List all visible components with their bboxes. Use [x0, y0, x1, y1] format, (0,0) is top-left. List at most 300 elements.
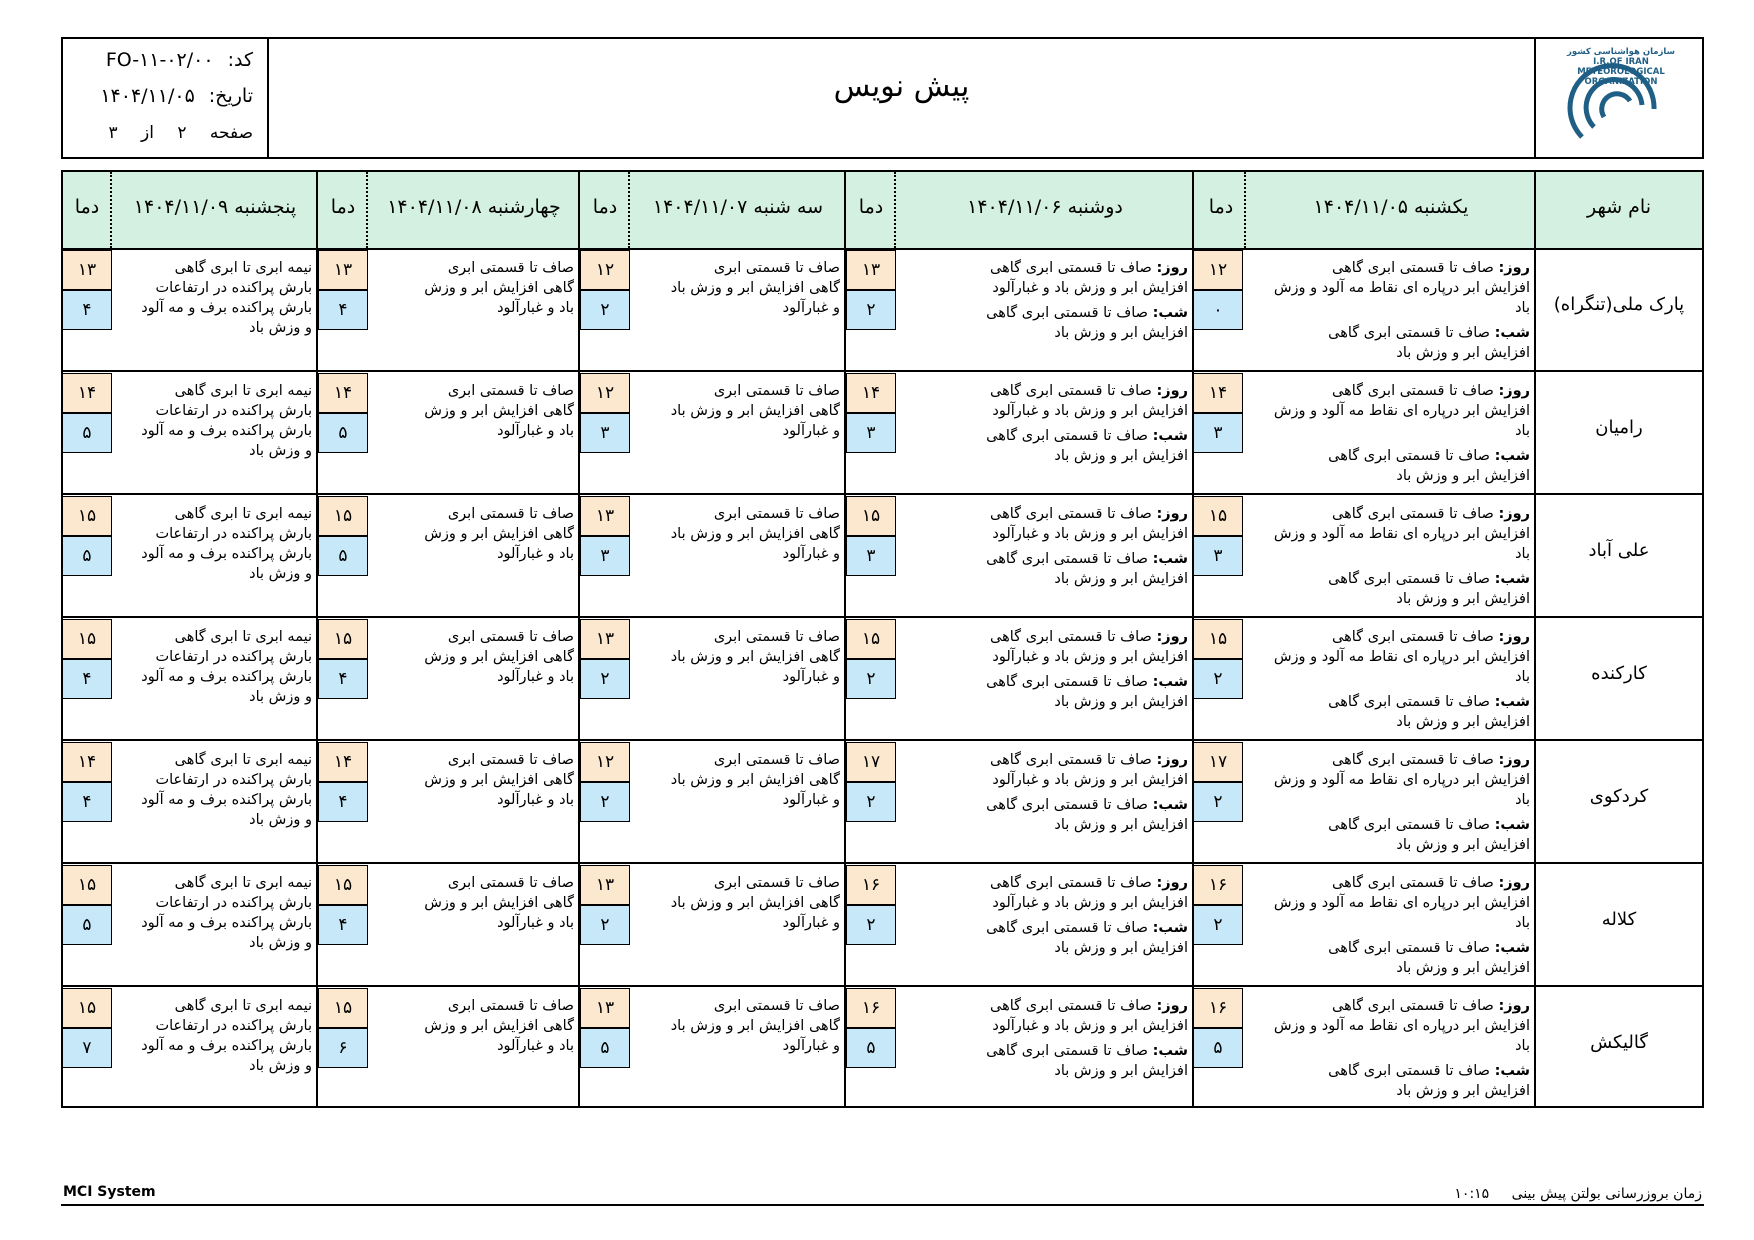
forecast-line: صاف تا قسمتی ابری گاهی [990, 383, 1152, 399]
forecast-line: صاف تا قسمتی ابری گاهی [986, 797, 1148, 813]
meteorological-organization-logo-icon [1544, 49, 1684, 149]
temp-header-5: دما [74, 196, 100, 218]
forecast-line: صاف تا قسمتی ابری گاهی [986, 428, 1148, 444]
forecast-text [116, 996, 312, 1076]
max-temp: ۱۵ [318, 865, 368, 905]
city-name: کلاله [1601, 909, 1637, 930]
forecast-text [116, 258, 312, 338]
forecast-line: افزایش ابر و وزش باد [1396, 837, 1530, 853]
forecast-line: صاف تا قسمتی ابری گاهی [986, 674, 1148, 690]
document-header [61, 37, 1704, 159]
max-temp: ۱۵ [1193, 496, 1243, 536]
forecast-text [1250, 996, 1530, 1101]
forecast-text [1250, 258, 1530, 363]
page-total: ۳ [108, 123, 118, 143]
min-temp: ۴ [62, 659, 112, 699]
forecast-line: باد و غبارآلود [497, 1038, 574, 1054]
forecast-line: بارش پراکنده برف و مه آلود [141, 669, 312, 685]
forecast-line: افزایش ابر و وزش باد [1396, 714, 1530, 730]
max-temp: ۱۳ [62, 250, 112, 290]
forecast-text [372, 873, 574, 933]
forecast-text [372, 996, 574, 1056]
forecast-line: گاهی افزایش ابر و وزش [424, 526, 574, 542]
forecast-line: صاف تا قسمتی ابری [447, 260, 574, 276]
night-label: شب: [1494, 571, 1530, 587]
day-header-5: پنجشنبه ۱۴۰۴/۱۱/۰۹ [133, 196, 297, 218]
forecast-line: نیمه ابری تا ابری گاهی [174, 383, 312, 399]
max-temp: ۱۶ [846, 865, 896, 905]
max-temp: ۱۵ [846, 496, 896, 536]
min-temp: ۲ [580, 782, 630, 822]
forecast-line: بارش پراکنده برف و مه آلود [141, 546, 312, 562]
table-row [63, 250, 1702, 372]
table-row [63, 865, 1702, 987]
forecast-line: افزایش ابر و وزش باد و غبارآلود [992, 895, 1188, 911]
min-temp: ۴ [62, 782, 112, 822]
night-label: شب: [1494, 448, 1530, 464]
forecast-text [900, 996, 1188, 1081]
forecast-line: صاف تا قسمتی ابری گاهی [1332, 383, 1494, 399]
min-temp: ۵ [1193, 1028, 1243, 1068]
forecast-line: صاف تا قسمتی ابری [447, 506, 574, 522]
forecast-line: افزایش ابر و وزش باد و غبارآلود [992, 1018, 1188, 1034]
forecast-line: افزایش ابر و وزش باد [1054, 325, 1188, 341]
forecast-line: گاهی افزایش ابر و وزش باد [670, 895, 840, 911]
forecast-line: گاهی افزایش ابر و وزش باد [670, 280, 840, 296]
forecast-text [372, 750, 574, 810]
forecast-line: باد و غبارآلود [497, 300, 574, 316]
document-title: پیش نویس [833, 69, 970, 104]
forecast-line: افزایش ابر و وزش باد [1396, 591, 1530, 607]
forecast-line: بارش پراکنده برف و مه آلود [141, 792, 312, 808]
forecast-line: صاف تا قسمتی ابری [713, 506, 840, 522]
forecast-line: گاهی افزایش ابر و وزش [424, 895, 574, 911]
forecast-line: و وزش باد [249, 443, 312, 459]
table-row [63, 619, 1702, 741]
logo-box [1534, 39, 1702, 157]
forecast-line: باد و غبارآلود [497, 669, 574, 685]
date-row [100, 85, 253, 107]
forecast-line: صاف تا قسمتی ابری [713, 998, 840, 1014]
max-temp: ۱۵ [62, 988, 112, 1028]
max-temp: ۱۵ [62, 865, 112, 905]
forecast-line: صاف تا قسمتی ابری [713, 875, 840, 891]
forecast-line: صاف تا قسمتی ابری گاهی [1328, 325, 1490, 341]
forecast-text [634, 504, 840, 564]
forecast-text [1250, 504, 1530, 609]
forecast-line: صاف تا قسمتی ابری [713, 629, 840, 645]
min-temp: ۲ [846, 290, 896, 330]
max-temp: ۱۶ [1193, 865, 1243, 905]
temp-header-4: دما [330, 196, 356, 218]
city-column-header: نام شهر [1586, 196, 1652, 218]
min-temp: ۵ [62, 905, 112, 945]
forecast-line: گاهی افزایش ابر و وزش باد [670, 649, 840, 665]
day-label: روز: [1498, 998, 1530, 1014]
min-temp: ۳ [580, 413, 630, 453]
org-name-en-3: ORGANIZATION [1584, 77, 1658, 87]
city-name: کارکنده [1591, 663, 1647, 684]
date-value: ۱۴۰۴/۱۱/۰۵ [100, 85, 195, 107]
min-temp: ۳ [1193, 536, 1243, 576]
max-temp: ۱۴ [318, 373, 368, 413]
forecast-line: صاف تا قسمتی ابری گاهی [990, 752, 1152, 768]
forecast-line: و وزش باد [249, 566, 312, 582]
forecast-line: باد و غبارآلود [497, 546, 574, 562]
max-temp: ۱۲ [580, 373, 630, 413]
max-temp: ۱۵ [318, 496, 368, 536]
max-temp: ۱۵ [62, 619, 112, 659]
forecast-line: افزایش ابر درپاره ای نقاط مه آلود و وزش [1273, 649, 1530, 665]
day-label: روز: [1156, 383, 1188, 399]
night-label: شب: [1494, 817, 1530, 833]
forecast-line: و غبارآلود [782, 300, 840, 316]
forecast-line: باد [1515, 300, 1530, 316]
forecast-line: صاف تا قسمتی ابری گاهی [990, 260, 1152, 276]
forecast-line: و غبارآلود [782, 423, 840, 439]
forecast-line: صاف تا قسمتی ابری [447, 875, 574, 891]
org-name-en-2: METEOROLOGICAL [1577, 67, 1665, 77]
max-temp: ۱۶ [1193, 988, 1243, 1028]
min-temp: ۵ [846, 1028, 896, 1068]
night-label: شب: [1152, 551, 1188, 567]
forecast-text [372, 627, 574, 687]
min-temp: ۲ [846, 905, 896, 945]
day-label: روز: [1498, 506, 1530, 522]
forecast-text [1250, 627, 1530, 732]
forecast-line: و غبارآلود [782, 546, 840, 562]
forecast-line: افزایش ابر و وزش باد و غبارآلود [992, 280, 1188, 296]
forecast-line: نیمه ابری تا ابری گاهی [174, 506, 312, 522]
table-row [63, 496, 1702, 618]
forecast-line: صاف تا قسمتی ابری [447, 998, 574, 1014]
forecast-line: گاهی افزایش ابر و وزش [424, 772, 574, 788]
forecast-line: صاف تا قسمتی ابری گاهی [1328, 571, 1490, 587]
min-temp: ۴ [318, 905, 368, 945]
forecast-line: باد [1515, 669, 1530, 685]
max-temp: ۱۲ [580, 250, 630, 290]
min-temp: ۶ [318, 1028, 368, 1068]
day-label: روز: [1498, 260, 1530, 276]
max-temp: ۱۳ [318, 250, 368, 290]
forecast-text [372, 504, 574, 564]
forecast-line: بارش پراکنده برف و مه آلود [141, 1038, 312, 1054]
min-temp: ۲ [580, 659, 630, 699]
forecast-line: و غبارآلود [782, 669, 840, 685]
date-label: تاریخ: [208, 85, 253, 107]
max-temp: ۱۶ [846, 988, 896, 1028]
city-name: رامیان [1595, 417, 1643, 438]
forecast-line: افزایش ابر درپاره ای نقاط مه آلود و وزش [1273, 526, 1530, 542]
forecast-table [61, 170, 1704, 1108]
day-label: روز: [1156, 998, 1188, 1014]
forecast-text [116, 381, 312, 461]
night-label: شب: [1152, 1043, 1188, 1059]
forecast-line: بارش پراکنده در ارتفاعات [155, 403, 312, 419]
max-temp: ۱۵ [318, 988, 368, 1028]
forecast-line: صاف تا قسمتی ابری گاهی [990, 506, 1152, 522]
forecast-text [1250, 381, 1530, 486]
forecast-text [900, 873, 1188, 958]
forecast-line: افزایش ابر درپاره ای نقاط مه آلود و وزش [1273, 403, 1530, 419]
min-temp: ۳ [846, 413, 896, 453]
forecast-line: باد و غبارآلود [497, 423, 574, 439]
min-temp: ۴ [62, 290, 112, 330]
max-temp: ۱۳ [846, 250, 896, 290]
max-temp: ۱۵ [62, 496, 112, 536]
forecast-line: صاف تا قسمتی ابری گاهی [986, 1043, 1148, 1059]
min-temp: ۲ [580, 290, 630, 330]
forecast-line: صاف تا قسمتی ابری [713, 383, 840, 399]
day-label: روز: [1156, 506, 1188, 522]
table-header [63, 172, 1702, 250]
night-label: شب: [1494, 325, 1530, 341]
max-temp: ۱۵ [318, 619, 368, 659]
forecast-line: افزایش ابر و وزش باد و غبارآلود [992, 403, 1188, 419]
night-label: شب: [1494, 1063, 1530, 1079]
forecast-text [1250, 750, 1530, 855]
forecast-line: نیمه ابری تا ابری گاهی [174, 752, 312, 768]
forecast-line: و غبارآلود [782, 915, 840, 931]
update-time: ۱۰:۱۵ [1454, 1186, 1490, 1202]
day-label: روز: [1156, 875, 1188, 891]
day-header-1: یکشنبه ۱۴۰۴/۱۱/۰۵ [1313, 196, 1469, 218]
forecast-line: صاف تا قسمتی ابری [713, 260, 840, 276]
forecast-text [634, 750, 840, 810]
day-label: روز: [1156, 752, 1188, 768]
forecast-text [900, 381, 1188, 466]
forecast-line: باد [1515, 915, 1530, 931]
document-meta [63, 39, 269, 157]
night-label: شب: [1152, 920, 1188, 936]
forecast-line: و وزش باد [249, 935, 312, 951]
min-temp: ۵ [580, 1028, 630, 1068]
forecast-line: باد [1515, 423, 1530, 439]
city-name: پارک ملی(تنگراه) [1553, 294, 1685, 315]
max-temp: ۱۷ [846, 742, 896, 782]
day-header-3: سه شنبه ۱۴۰۴/۱۱/۰۷ [652, 196, 824, 218]
forecast-line: بارش پراکنده برف و مه آلود [141, 423, 312, 439]
forecast-line: افزایش ابر و وزش باد [1054, 448, 1188, 464]
min-temp: ۲ [1193, 659, 1243, 699]
min-temp: ۲ [846, 782, 896, 822]
forecast-line: باد [1515, 546, 1530, 562]
max-temp: ۱۳ [580, 496, 630, 536]
code-row [106, 49, 253, 71]
forecast-line: باد [1515, 1038, 1530, 1054]
forecast-line: صاف تا قسمتی ابری گاهی [1328, 940, 1490, 956]
day-label: روز: [1498, 383, 1530, 399]
forecast-line: افزایش ابر درپاره ای نقاط مه آلود و وزش [1273, 895, 1530, 911]
night-label: شب: [1494, 694, 1530, 710]
table-row [63, 742, 1702, 864]
city-name: کردکوی [1589, 786, 1649, 807]
forecast-line: باد [1515, 792, 1530, 808]
forecast-line: صاف تا قسمتی ابری گاهی [1332, 260, 1494, 276]
forecast-line: صاف تا قسمتی ابری گاهی [1332, 629, 1494, 645]
min-temp: ۳ [1193, 413, 1243, 453]
forecast-line: صاف تا قسمتی ابری گاهی [1328, 1063, 1490, 1079]
temp-header-2: دما [858, 196, 884, 218]
forecast-line: صاف تا قسمتی ابری گاهی [1332, 998, 1494, 1014]
day-header-2: دوشنبه ۱۴۰۴/۱۱/۰۶ [967, 196, 1123, 218]
temp-header-3: دما [592, 196, 618, 218]
forecast-line: گاهی افزایش ابر و وزش باد [670, 403, 840, 419]
forecast-line: صاف تا قسمتی ابری گاهی [986, 305, 1148, 321]
forecast-line: افزایش ابر و وزش باد [1396, 345, 1530, 361]
forecast-line: افزایش ابر و وزش باد و غبارآلود [992, 649, 1188, 665]
day-label: روز: [1156, 260, 1188, 276]
forecast-text [634, 381, 840, 441]
forecast-line: و وزش باد [249, 812, 312, 828]
min-temp: ۳ [846, 536, 896, 576]
min-temp: ۰ [1193, 290, 1243, 330]
night-label: شب: [1152, 797, 1188, 813]
forecast-line: افزایش ابر و وزش باد و غبارآلود [992, 526, 1188, 542]
forecast-line: افزایش ابر درپاره ای نقاط مه آلود و وزش [1273, 772, 1530, 788]
page-of: از [140, 123, 154, 143]
night-label: شب: [1494, 940, 1530, 956]
forecast-line: گاهی افزایش ابر و وزش [424, 403, 574, 419]
forecast-text [634, 996, 840, 1056]
max-temp: ۱۴ [62, 373, 112, 413]
forecast-text [116, 873, 312, 953]
day-header-4: چهارشنبه ۱۴۰۴/۱۱/۰۸ [387, 196, 561, 218]
forecast-text [900, 627, 1188, 712]
forecast-text [900, 750, 1188, 835]
forecast-text [634, 258, 840, 318]
update-label: زمان بروزرسانی بولتن پیش بینی [1511, 1186, 1702, 1202]
page-row [108, 123, 253, 143]
night-label: شب: [1152, 674, 1188, 690]
max-temp: ۱۴ [1193, 373, 1243, 413]
forecast-text [900, 258, 1188, 343]
table-body [63, 250, 1702, 1106]
min-temp: ۴ [318, 659, 368, 699]
forecast-line: صاف تا قسمتی ابری [447, 383, 574, 399]
max-temp: ۱۷ [1193, 742, 1243, 782]
forecast-line: بارش پراکنده در ارتفاعات [155, 526, 312, 542]
min-temp: ۲ [1193, 905, 1243, 945]
min-temp: ۳ [580, 536, 630, 576]
forecast-line: گاهی افزایش ابر و وزش باد [670, 526, 840, 542]
forecast-line: نیمه ابری تا ابری گاهی [174, 629, 312, 645]
forecast-line: بارش پراکنده در ارتفاعات [155, 1018, 312, 1034]
table-row [63, 373, 1702, 495]
forecast-line: گاهی افزایش ابر و وزش باد [670, 1018, 840, 1034]
forecast-text [372, 258, 574, 318]
forecast-line: بارش پراکنده برف و مه آلود [141, 300, 312, 316]
max-temp: ۱۲ [580, 742, 630, 782]
max-temp: ۱۴ [846, 373, 896, 413]
forecast-line: و وزش باد [249, 689, 312, 705]
min-temp: ۲ [1193, 782, 1243, 822]
forecast-line: افزایش ابر و وزش باد [1396, 960, 1530, 976]
forecast-text [116, 627, 312, 707]
forecast-line: بارش پراکنده در ارتفاعات [155, 772, 312, 788]
max-temp: ۱۳ [580, 619, 630, 659]
max-temp: ۱۳ [580, 988, 630, 1028]
forecast-line: گاهی افزایش ابر و وزش باد [670, 772, 840, 788]
forecast-line: صاف تا قسمتی ابری گاهی [1332, 506, 1494, 522]
forecast-line: صاف تا قسمتی ابری گاهی [1332, 752, 1494, 768]
forecast-line: صاف تا قسمتی ابری گاهی [990, 629, 1152, 645]
forecast-line: صاف تا قسمتی ابری گاهی [1328, 448, 1490, 464]
org-name-en-1: I.R.OF IRAN [1593, 57, 1649, 67]
min-temp: ۵ [62, 536, 112, 576]
forecast-line: بارش پراکنده در ارتفاعات [155, 895, 312, 911]
forecast-text [116, 750, 312, 830]
day-label: روز: [1498, 752, 1530, 768]
min-temp: ۵ [62, 413, 112, 453]
max-temp: ۱۵ [1193, 619, 1243, 659]
forecast-line: صاف تا قسمتی ابری گاهی [990, 998, 1152, 1014]
forecast-line: صاف تا قسمتی ابری گاهی [1328, 817, 1490, 833]
min-temp: ۴ [318, 782, 368, 822]
forecast-text [634, 627, 840, 687]
forecast-line: و وزش باد [249, 1058, 312, 1074]
org-name-fa: سازمان هواشناسی کشور [1566, 47, 1675, 57]
max-temp: ۱۳ [580, 865, 630, 905]
forecast-line: گاهی افزایش ابر و وزش [424, 280, 574, 296]
forecast-line: صاف تا قسمتی ابری گاهی [1332, 875, 1494, 891]
forecast-line: افزایش ابر و وزش باد و غبارآلود [992, 772, 1188, 788]
forecast-line: افزایش ابر و وزش باد [1054, 1063, 1188, 1079]
day-label: روز: [1156, 629, 1188, 645]
forecast-line: افزایش ابر درپاره ای نقاط مه آلود و وزش [1273, 280, 1530, 296]
forecast-line: و غبارآلود [782, 792, 840, 808]
forecast-text [634, 873, 840, 933]
max-temp: ۱۴ [318, 742, 368, 782]
forecast-line: نیمه ابری تا ابری گاهی [174, 260, 312, 276]
code-label: کد: [227, 49, 253, 71]
forecast-line: گاهی افزایش ابر و وزش [424, 1018, 574, 1034]
forecast-line: افزایش ابر و وزش باد [1054, 817, 1188, 833]
city-name: گالیکش [1590, 1032, 1648, 1053]
forecast-text [1250, 873, 1530, 978]
min-temp: ۲ [846, 659, 896, 699]
forecast-line: بارش پراکنده برف و مه آلود [141, 915, 312, 931]
forecast-line: بارش پراکنده در ارتفاعات [155, 280, 312, 296]
night-label: شب: [1152, 305, 1188, 321]
forecast-line: صاف تا قسمتی ابری [447, 752, 574, 768]
min-temp: ۵ [318, 413, 368, 453]
forecast-line: افزایش ابر و وزش باد [1396, 468, 1530, 484]
forecast-line: صاف تا قسمتی ابری گاهی [986, 920, 1148, 936]
min-temp: ۲ [580, 905, 630, 945]
forecast-line: نیمه ابری تا ابری گاهی [174, 875, 312, 891]
forecast-line: صاف تا قسمتی ابری [713, 752, 840, 768]
forecast-line: باد و غبارآلود [497, 915, 574, 931]
page-number: ۲ [177, 123, 187, 143]
code-value: FO-۱۱-۰۲/۰۰ [105, 49, 214, 71]
forecast-text [900, 504, 1188, 589]
forecast-text [116, 504, 312, 584]
max-temp: ۱۲ [1193, 250, 1243, 290]
forecast-line: نیمه ابری تا ابری گاهی [174, 998, 312, 1014]
page-label: صفحه [209, 123, 253, 143]
city-name: علی آباد [1588, 540, 1650, 561]
day-label: روز: [1498, 875, 1530, 891]
max-temp: ۱۵ [846, 619, 896, 659]
forecast-line: افزایش ابر درپاره ای نقاط مه آلود و وزش [1273, 1018, 1530, 1034]
forecast-text [372, 381, 574, 441]
forecast-line: بارش پراکنده در ارتفاعات [155, 649, 312, 665]
min-temp: ۴ [318, 290, 368, 330]
forecast-line: صاف تا قسمتی ابری [447, 629, 574, 645]
max-temp: ۱۴ [62, 742, 112, 782]
night-label: شب: [1152, 428, 1188, 444]
